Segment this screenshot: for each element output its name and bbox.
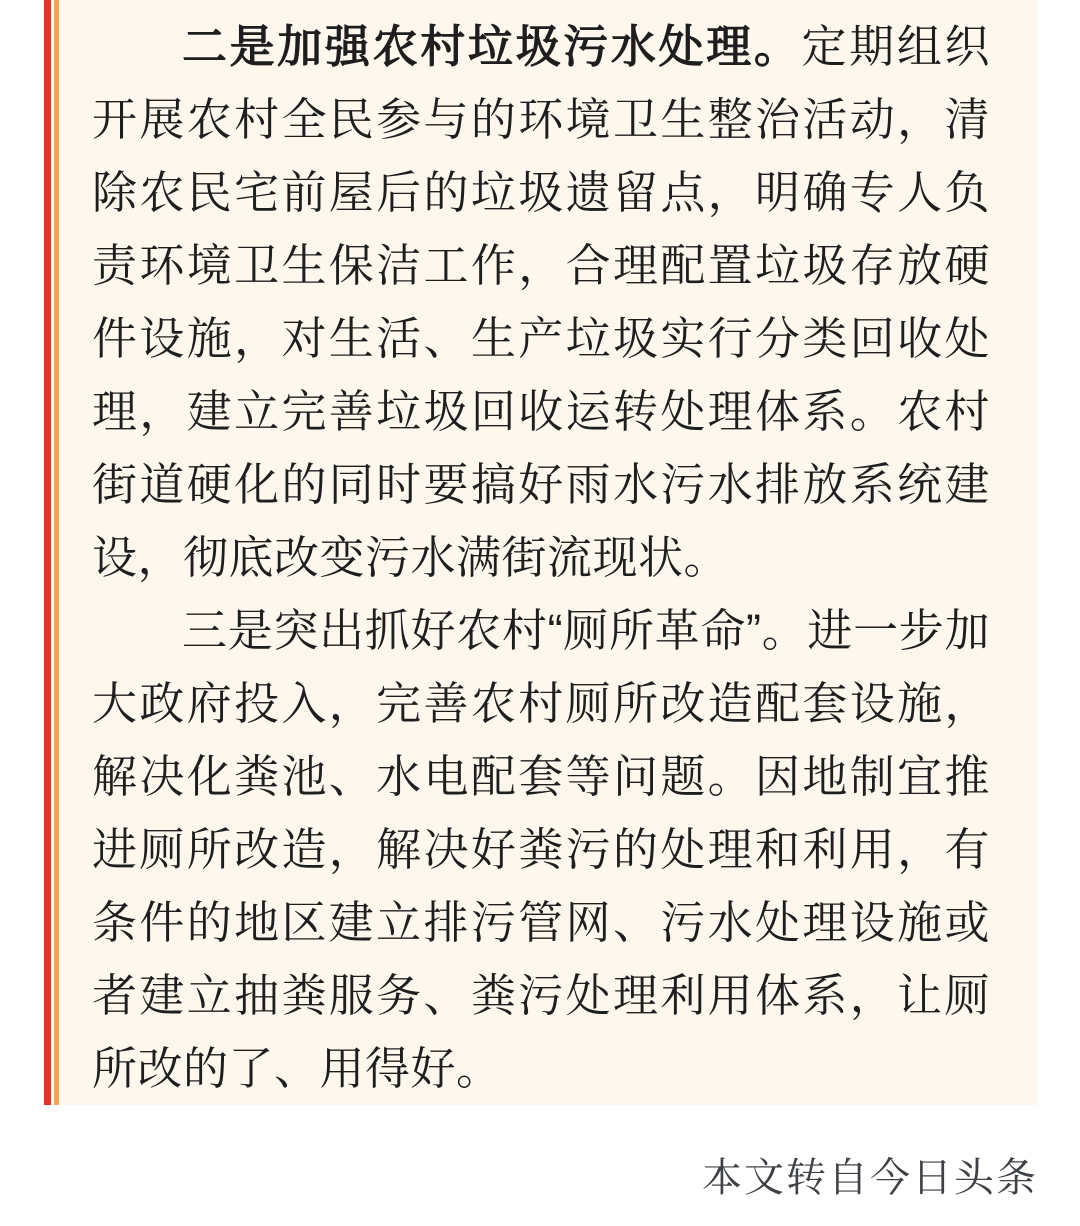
article-content-panel	[51, 0, 1037, 1105]
paragraph-rural-waste-water	[92, 10, 990, 594]
left-accent-bar-orange	[54, 0, 59, 1105]
paragraph-body-text: 定期组织开展农村全民参与的环境卫生整治活动，清除农民宅前屋后的垃圾遗留点，明确专人负责环境卫生保洁工作，合理配置垃圾存放硬件设施，对生活、生产垃圾实行分类回收处理，建立完善垃圾回收运转处理体系。农村街道硬化的同时要搞好雨水污水排放系统建设，彻底改变污水满街流现状。	[92, 21, 990, 583]
paragraph-toilet-revolution: 三是突出抓好农村“厕所革命”。进一步加大政府投入，完善农村厕所改造配套设施，解决化粪池、水电配套等问题。因地制宜推进厕所改造，解决好粪污的处理和利用，有条件的地区建立排污管网、污水处理设施或者建立抽粪服务、粪污处理利用体系，让厕所改的了、用得好。	[92, 605, 990, 1094]
paragraph-bold-lead: 二是加强农村垃圾污水处理。	[182, 21, 802, 72]
source-attribution-text: 本文转自今日头条	[702, 1156, 1038, 1200]
left-accent-bar-red	[44, 0, 51, 1105]
